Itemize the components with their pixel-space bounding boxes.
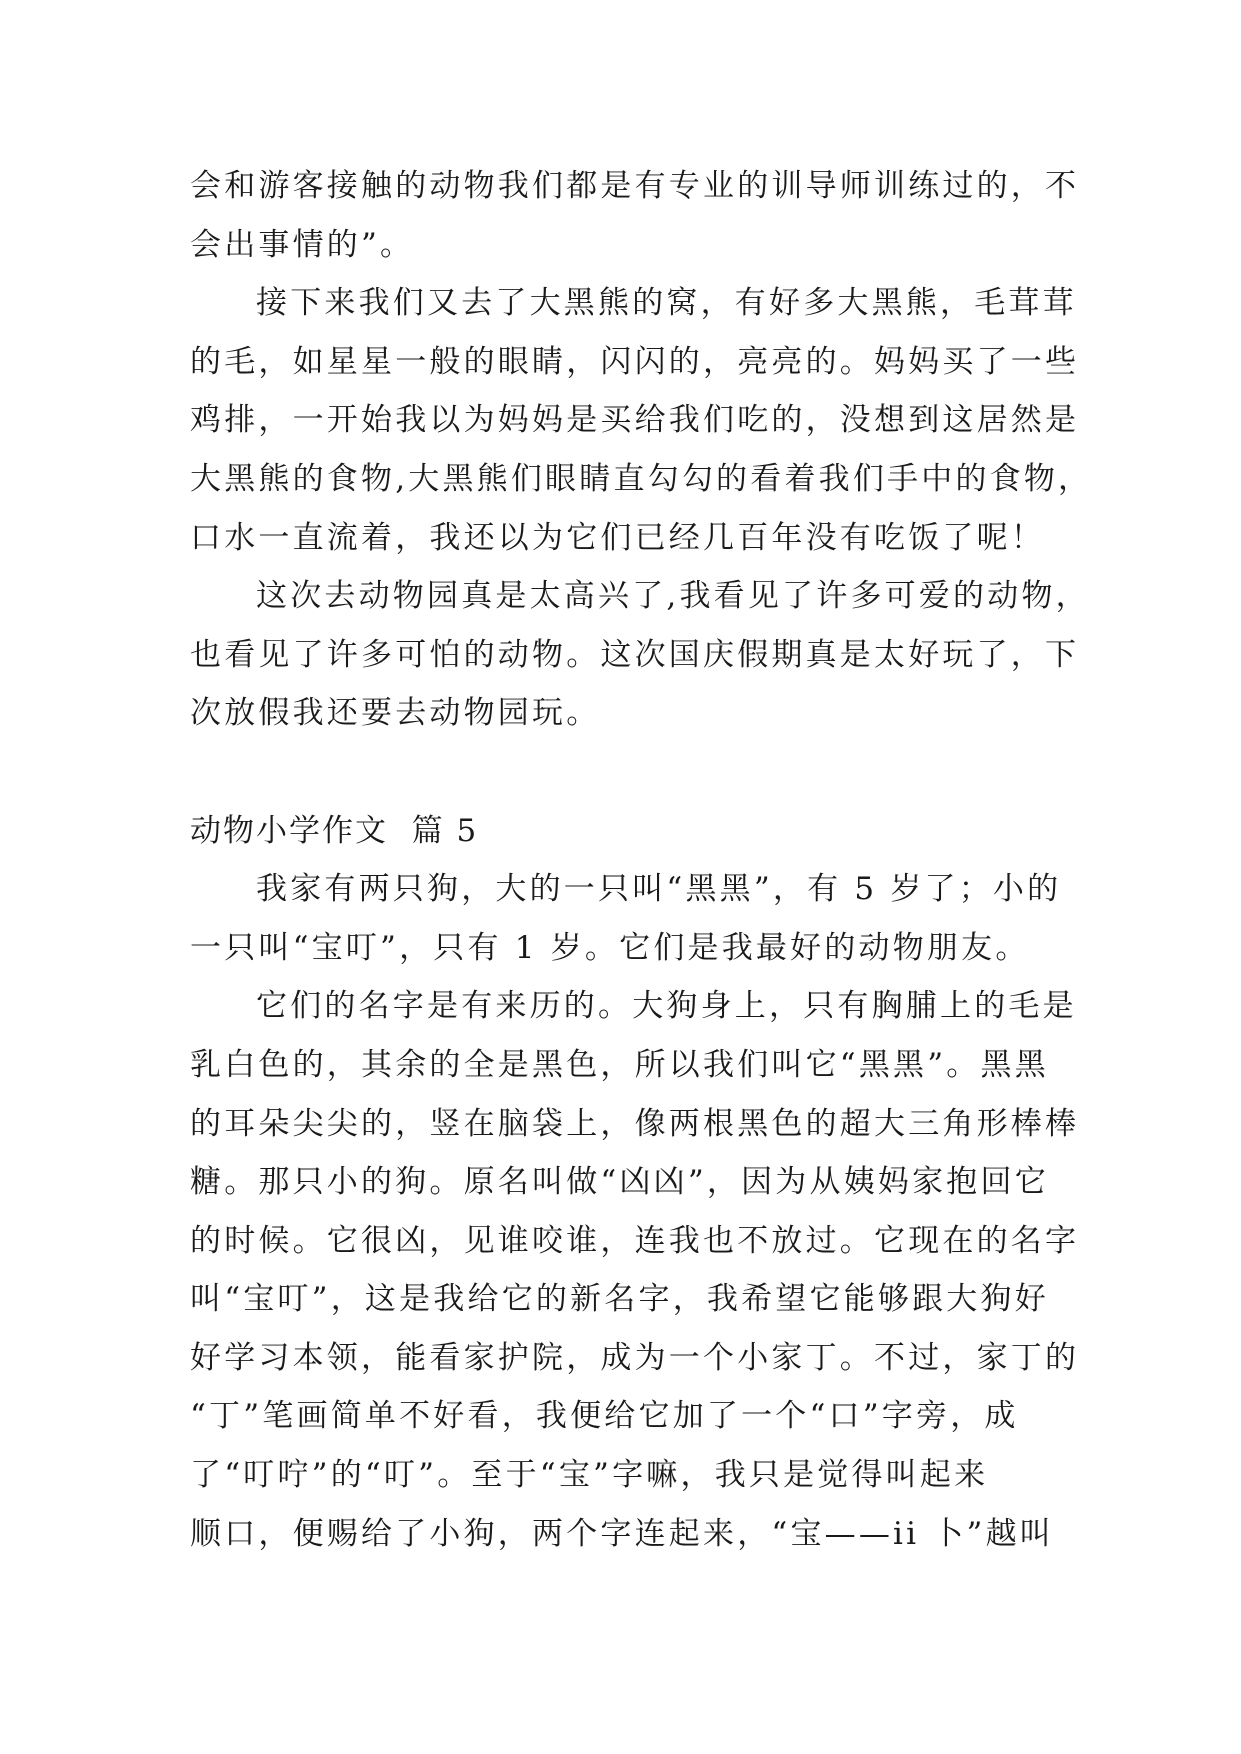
section-heading: 动物小学作文 篇 5 (190, 812, 479, 849)
document-page (190, 157, 1093, 1563)
text-line: 接下来我们又去了大黑熊的窝，有好多大黑熊，毛茸茸 (256, 285, 1077, 322)
text-line: 的毛，如星星一般的眼睛，闪闪的，亮亮的。妈妈买了一些 (190, 343, 1080, 380)
paragraph-1 (190, 157, 1080, 274)
text-line: 一只叫“宝叮”，只有 1 岁。它们是我最好的动物朋友。 (190, 929, 1030, 966)
paragraph-2 (190, 274, 1093, 567)
text-line: 次放假我还要去动物园玩。 (190, 695, 601, 732)
text-line: 乳白色的，其余的全是黑色，所以我们叫它“黑黑”。黑黑 (190, 1046, 1049, 1083)
text-line: 的时候。它很凶，见谁咬谁，连我也不放过。它现在的名字 (190, 1222, 1080, 1259)
text-line: 顺口，便赐给了小狗，两个字连起来，“宝——ii 卜”越叫 (190, 1515, 1054, 1552)
text-line: “丁”笔画简单不好看，我便给它加了一个“口”字旁，成 (190, 1398, 1019, 1435)
text-line: 了“叮咛”的“叮”。至于“宝”字嘛，我只是觉得叫起来 (190, 1457, 989, 1494)
text-line: 会和游客接触的动物我们都是有专业的训导师训练过的，不 (190, 168, 1080, 204)
text-line: 口水一直流着，我还以为它们已经几百年没有吃饭了呢！ (190, 519, 1045, 556)
text-line: 的耳朵尖尖的，竖在脑袋上，像两根黑色的超大三角形棒棒 (190, 1105, 1080, 1142)
text-line: 我家有两只狗，大的一只叫“黑黑”，有 5 岁了；小的 (256, 871, 1062, 908)
text-line: 它们的名字是有来历的。大狗身上，只有胸脯上的毛是 (256, 988, 1077, 1025)
text-line: 这次去动物园真是太高兴了,我看见了许多可爱的动物， (256, 578, 1090, 615)
paragraph-5 (190, 977, 1080, 1563)
section-spacer (190, 743, 1052, 802)
text-line: 也看见了许多可怕的动物。这次国庆假期真是太好玩了，下 (190, 636, 1080, 673)
text-line: 糖。那只小的狗。原名叫做“凶凶”，因为从姨妈家抱回它 (190, 1164, 1049, 1201)
paragraph-3 (190, 567, 1090, 743)
text-line: 好学习本领，能看家护院，成为一个小家丁。不过，家丁的 (190, 1339, 1080, 1376)
text-line: 会出事情的”。 (190, 226, 415, 263)
text-line: 鸡排，一开始我以为妈妈是买给我们吃的，没想到这居然是 (190, 402, 1080, 439)
text-line: 叫“宝叮”，这是我给它的新名字，我希望它能够跟大狗好 (190, 1281, 1049, 1318)
paragraph-4 (190, 860, 1062, 977)
text-line: 大黑熊的食物,大黑熊们眼睛直勾勾的看着我们手中的食物， (190, 460, 1093, 497)
